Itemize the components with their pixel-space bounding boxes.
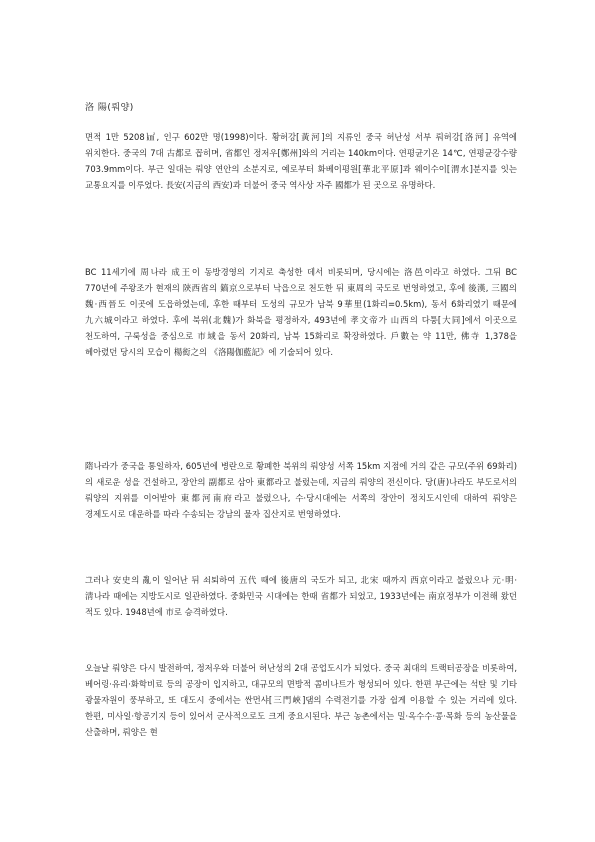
paragraph-modern: 오늘날 뤄양은 다시 발전하여, 정저우와 더불어 허난성의 2대 공업도시가 되었다. 중국 최대의 트랙터공장을 비롯하여, 베어링·유리·화학비료 등의 공장이 입지하고, 대규모의 면방적 콤비나트가 형성되어 있다. 한편 부근에는 석탄 및 기타 광물자원이 풍부하고, 또 대도시 중에서는 싼먼샤[三門峽]댐의 수력전기를 가장 쉽게 이용할 수 있는 거리에 있다. 한편, 미사일·항공기지 등이 있어서 군사적으로도 크게 중요시된다. 부근 농촌에서는 밀·옥수수·콩·목화 등의 농산물을 산출하며, 뤄양은 현 bbox=[85, 663, 517, 737]
document-title: 洛 陽(뤄양) bbox=[85, 103, 134, 113]
paragraph-ancient-history: BC 11세기에 周나라 成王이 동방경영의 기지로 축성한 데서 비롯되며, 당시에는 洛邑이라고 하였다. 그뒤 BC 770년에 주왕조가 현재의 陝西省의 鎬京으로부터 낙읍으로 천도한 뒤 東周의 국도로 번영하였고, 후에 後漢, 三國의 魏·西晉도 이곳에 도읍하였는데, 후한 때부터 도성의 규모가 남북 9華里(1화리=0.5km), 동서 6화리였기 때문에 九六城이라고 하였다. 후에 북위(北魏)가 화북을 평정하자, 493년에 孝文帝가 山西의 다퉁[大同]에서 이곳으로 천도하여, 구룩성을 중심으로 市域을 동서 20화리, 남북 15화리로 확장하였다. 戶數는 약 11만, 佛寺 1,378을 헤아렸던 당시의 모습이 楊衒之의 《洛陽伽藍記》에 기술되어 있다. bbox=[85, 267, 517, 357]
paragraph-sui-tang: 隋나라가 중국을 통일하자, 605년에 병란으로 황폐한 북위의 뤄양성 서쪽 15km 지점에 거의 같은 규모(주위 69화리)의 새로운 성을 건설하고, 장안의 副都로 삼아 東都라고 불렀는데, 지금의 뤄양의 전신이다. 당(唐)나라도 부도로서의 뤄양의 지위를 이어받아 東都河南府라고 불렀으나, 수·당시대에는 서쪽의 장안이 정치도시인데 대하여 뤄양은 경제도시로 대운하를 따라 수송되는 강남의 물자 집산지로 번영하였다. bbox=[85, 461, 517, 519]
paragraph-later-history: 그러나 安史의 亂이 일어난 뒤 쇠퇴하여 五代 때에 後唐의 국도가 되고, 北宋 때까지 西京이라고 불렀으나 元·明·淸나라 때에는 지방도시로 일관하였다. 중화민국 시대에는 한때 省都가 되었고, 1933년에는 南京정부가 이전해 왔던 적도 있다. 1948년에 市로 승격하였다. bbox=[85, 575, 517, 617]
paragraph-overview: 면적 1만 5208㎢, 인구 602만 명(1998)이다. 황허강[黃河]의 지류인 중국 허난성 서부 뤄허강[洛河] 유역에 위치한다. 중국의 7대 古都로 꼽히며, 省都인 정저우[鄭州]와의 거리는 140km이다. 연평균기온 14℃, 연평균강수량 703.9mm이다. 부근 일대는 뤄양 연안의 소분지로, 예로부터 화베이평원[華北平原]과 웨이수이[渭水]분지를 잇는 교통요지를 이루었다. 長安(지금의 西安)과 더불어 중국 역사상 자주 國都가 된 곳으로 유명하다. bbox=[85, 132, 517, 190]
